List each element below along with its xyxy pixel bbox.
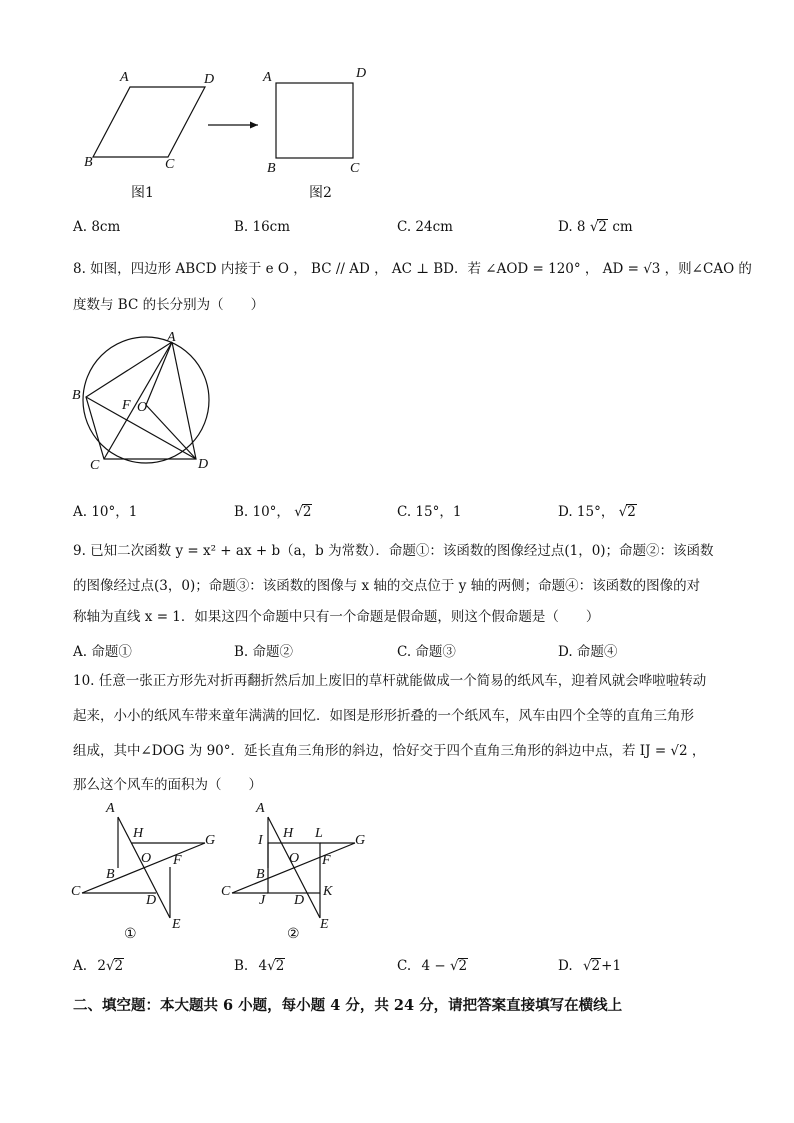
q10-stem-line3: 组成，其中∠DOG 为 90°．延长直角三角形的斜边，恰好交于四个直角三角形的斜边中点，若 IJ = √2 ， [73,743,706,759]
q8-stem-line1: 8. 如图，四边形 ABCD 内接于 e O ， BC // AD ， AC ⊥ BD．若 ∠AOD = 120° ， AD = √3 ，则∠CAO 的 [73,261,752,277]
q10-stem-line2: 起来，小小的纸风车带来童年满满的回忆．如图是形形折叠的一个纸风车，风车由四个全等的直角三角形 [73,708,694,724]
q8-label-O: O [137,400,148,415]
q8-label-F: F [122,398,131,413]
q8-option-b-label: B. 10°， [234,504,290,520]
q8-option-d-label: D. 15°， [558,504,615,520]
q7-fig2-caption: 图2 [309,185,332,201]
q10-option-c-label: C. [397,958,412,974]
q7-label-D2: D [356,66,367,81]
q7-label-A2: A [263,70,272,85]
q10-fig1-label-B: B [106,867,115,882]
q10-option-d-suffix: +1 [601,958,622,974]
q7-label-B2: B [267,161,276,176]
q9-option-c[interactable]: C. 命题③ [397,644,456,660]
q10-fig2-label-L: L [315,826,323,841]
q10-fig2-label-B: B [256,867,265,882]
q7-label-D: D [204,72,215,87]
q9-stem-line2: 的图像经过点(3，0)；命题③：该函数的图像与 x 轴的交点位于 y 轴的两侧；命题④：该函数的图像的对 [73,578,701,594]
radical-icon: √ [105,958,115,974]
q8-label-D: D [198,457,209,472]
q10-option-d[interactable] [558,958,621,974]
q10-stem-line1: 10. 任意一张正方形先对折再翻折然后加上废旧的草杆就能做成一个简易的纸风车，迎着风就会哗啦啦转动 [73,673,707,689]
q10-fig2-label-F: F [322,853,331,868]
q10-fig2-label-H: H [283,826,294,841]
radical-icon: √ [267,958,276,974]
q10-fig2-label-J: J [259,893,266,908]
q7-option-d-unit: cm [612,219,633,235]
q10-option-c[interactable] [397,958,468,974]
q10-stem-line4: 那么这个风车的面积为（ ） [73,777,262,793]
q10-fig2-label-O: O [289,851,300,866]
q10-option-a-coef: 2 [97,958,106,974]
q10-fig1-label-O: O [141,851,152,866]
q8-label-C: C [90,458,100,473]
q10-fig1-label-G: G [205,833,216,848]
q8-option-b-radicand: 2 [302,504,312,520]
q9-option-b[interactable]: B. 命题② [234,644,294,660]
q7-fig1-caption: 图1 [131,185,154,201]
q10-option-b-radicand: 2 [275,958,285,974]
q10-fig2-label-G: G [355,833,366,848]
q10-fig2-label-D: D [294,893,305,908]
q10-fig1-label-A: A [106,801,115,816]
q10-fig1-label-H: H [133,826,144,841]
q7-option-d-radicand: 2 [598,219,608,235]
q7-option-d-label: D. 8 [558,219,586,235]
radical-icon: √ [618,504,628,520]
q9-option-a[interactable]: A. 命题① [73,644,132,660]
q7-option-b[interactable]: B. 16cm [234,219,291,235]
q8-stem-line2: 度数与 BC 的长分别为（ ） [73,297,265,313]
q8-label-B: B [72,388,81,403]
q10-fig2-label-C: C [221,884,231,899]
q10-fig2-label-A: A [256,801,265,816]
section2-heading: 二、填空题：本大题共 6 小题，每小题 4 分，共 24 分，请把答案直接填写在横线上 [73,997,623,1014]
q10-option-a-label: A. [73,958,88,974]
q10-fig2-label-E: E [320,917,329,932]
radical-icon: √ [582,958,592,974]
radical-icon: √ [449,958,459,974]
q10-fig1-label-F: F [173,853,182,868]
q8-label-A: A [167,330,176,345]
radical-icon: √ [294,504,303,520]
q10-fig2-label-K: K [323,884,333,899]
q10-option-c-prefix: 4 − [421,958,446,974]
q10-option-d-label: D. [558,958,573,974]
radical-icon: √ [589,219,599,235]
q10-option-b[interactable] [234,958,285,974]
q10-option-b-coef: 4 [258,958,268,974]
q10-fig1-caption: ① [124,926,137,942]
q8-option-c[interactable]: C. 15°，1 [397,504,462,520]
q10-option-a-radicand: 2 [114,958,124,974]
q7-option-a[interactable]: A. 8cm [73,219,121,235]
q8-option-d-radicand: 2 [627,504,636,520]
q10-option-a[interactable] [73,958,124,974]
q8-option-a[interactable]: A. 10°，1 [73,504,138,520]
q7-label-C: C [165,157,175,172]
q10-option-c-radicand: 2 [458,958,468,974]
q10-fig1-label-D: D [146,893,157,908]
q10-fig1-label-E: E [172,917,181,932]
q9-option-d[interactable]: D. 命题④ [558,644,618,660]
q7-label-B: B [84,155,93,170]
q10-option-d-radicand: 2 [591,958,601,974]
q7-option-c[interactable]: C. 24cm [397,219,453,235]
q7-label-C2: C [350,161,360,176]
q9-stem-line1: 9. 已知二次函数 y = x² + ax + b（a，b 为常数）．命题①：该函数的图像经过点(1，0)；命题②：该函数 [73,543,714,559]
q7-label-A: A [120,70,129,85]
q10-fig2-label-I: I [258,833,263,848]
q9-stem-line3: 称轴为直线 x = 1．如果这四个命题中只有一个命题是假命题，则这个假命题是（ ） [73,609,600,625]
q10-fig2-caption: ② [287,926,300,942]
q10-fig1-label-C: C [71,884,81,899]
q10-option-b-label: B. [234,958,249,974]
